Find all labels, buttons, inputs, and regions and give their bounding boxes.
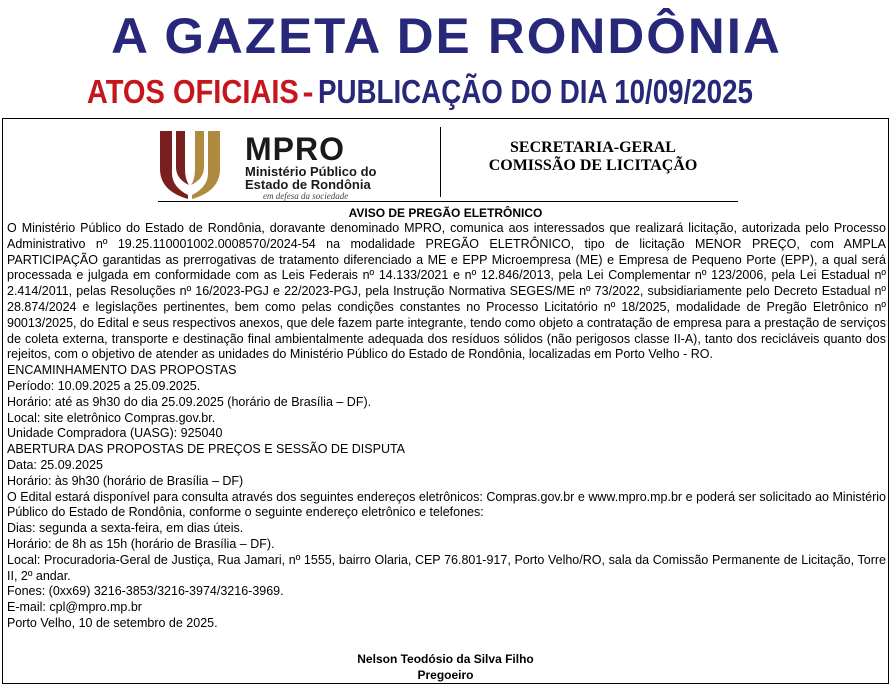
newspaper-title: A GAZETA DE RONDÔNIA	[111, 8, 782, 64]
signer-name: Nelson Teodósio da Silva Filho	[357, 652, 534, 666]
notice-line: Dias: segunda a sexta-feira, em dias úteis.	[7, 521, 244, 536]
publication-date: PUBLICAÇÃO DO DIA 10/09/2025	[317, 73, 753, 110]
notice-line: Unidade Compradora (UASG): 925040	[7, 426, 223, 441]
logo-tagline: em defesa da sociedade	[263, 191, 349, 201]
logo-subtitle-line2: Estado de Rondônia	[245, 177, 371, 192]
header-rule	[158, 201, 738, 202]
mpro-emblem-icon	[158, 129, 222, 199]
notice-line: Data: 25.09.2025	[7, 457, 103, 472]
notice-line: ENCAMINHAMENTO DAS PROPOSTAS	[7, 363, 237, 378]
section-separator: -	[302, 73, 314, 110]
notice-line: Horário: às 9h30 (horário de Brasília – DF)	[7, 473, 244, 488]
logo-subtitle	[245, 165, 376, 191]
notice-line: Local: site eletrônico Compras.gov.br.	[7, 410, 216, 425]
section-label: ATOS OFICIAIS	[86, 73, 299, 110]
notice-local: Local: Procuradoria-Geral de Justiça, Rua Jamari, nº 1555, bairro Olaria, CEP 76.801-917, Porto Velho/RO, sala da Comissão Permanente de Licitação, Torre II, 2º andar.	[7, 552, 886, 583]
notice-line: Horário: até as 9h30 do dia 25.09.2025 (horário de Brasília – DF).	[7, 394, 372, 409]
notice-line: E-mail: cpl@mpro.mp.br	[7, 600, 142, 615]
notice-line: Porto Velho, 10 de setembro de 2025.	[7, 615, 218, 630]
notice-line: Fones: (0xx69) 3216-3853/3216-3974/3216-3969.	[7, 584, 284, 599]
mpro-logo	[158, 129, 398, 199]
publication-header	[0, 70, 893, 114]
notice-frame	[2, 118, 889, 684]
logo-wordmark: MPRO	[245, 131, 345, 167]
signature-block	[3, 652, 888, 683]
header-divider	[440, 127, 441, 197]
notice-line: ABERTURA DAS PROPOSTAS DE PREÇOS E SESSÃO DE DISPUTA	[7, 442, 406, 457]
notice-line: Período: 10.09.2025 a 25.09.2025.	[7, 378, 201, 393]
department-line1: SECRETARIA-GERAL	[510, 139, 676, 156]
logo-subtitle-line1: Ministério Público do	[245, 164, 377, 179]
notice-body	[7, 221, 886, 632]
signer-role: Pregoeiro	[417, 667, 474, 682]
notice-line: Horário: de 8h as 15h (horário de Brasília – DF).	[7, 536, 275, 551]
notice-intro: O Ministério Público do Estado de Rondônia, doravante denominado MPRO, comunica aos interessados que realizará licitação, autorizada pelo Processo Administrativo nº 19.25.110001002.0008570/2024-54 na modalidade PREGÃO ELETRÔNICO, tipo de licitação MENOR PREÇO, com AMPLA PARTICIPAÇÃO garantidas as prerrogativas de tratamento diferenciado a ME e EPP Microempresa (ME) e Empresa de Pequeno Porte (EPP), a qual será processada e julgada em conformidade com as Leis Federais nº 14.133/2021 e nº 12.846/2013, pela Lei Complementar nº 123/2006, pela Lei Estadual nº 2.414/2011, pelas Resoluções nº 16/2023-PGJ e 22/2023-PGJ, pela Instrução Normativa SEGES/ME nº 73/2022, subsidiariamente pelo Decreto Estadual nº 28.874/2024 e legislações pertinentes, bem como pelas condições constantes no Processo Licitatório nº 18/2025, modalidade de Pregão Eletrônico nº 90013/2025, do Edital e seus respectivos anexos, que dele fazem parte integrante, tendo como objeto a contratação de empresa para a prestação de serviços de coleta externa, transporte e destinação final ambientalmente adequada dos resíduos sólidos (não perigosos classe II-A), tanto dos recicláveis quanto dos rejeitos, com o objetivo de atender as unidades do Ministério Público do Estado de Rondônia, localizadas em Porto Velho - RO.	[7, 221, 886, 362]
department-line2: COMISSÃO DE LICITAÇÃO	[488, 157, 698, 174]
department-heading	[453, 139, 733, 175]
notice-edital: O Edital estará disponível para consulta através dos seguintes endereços eletrônicos: Compras.gov.br e www.mpro.mp.br e poderá ser solicitado ao Ministério Público do Estado de Rondônia, conforme o seguinte endereço eletrônico e telefones:	[7, 489, 886, 520]
notice-title: AVISO DE PREGÃO ELETRÔNICO	[348, 206, 543, 220]
